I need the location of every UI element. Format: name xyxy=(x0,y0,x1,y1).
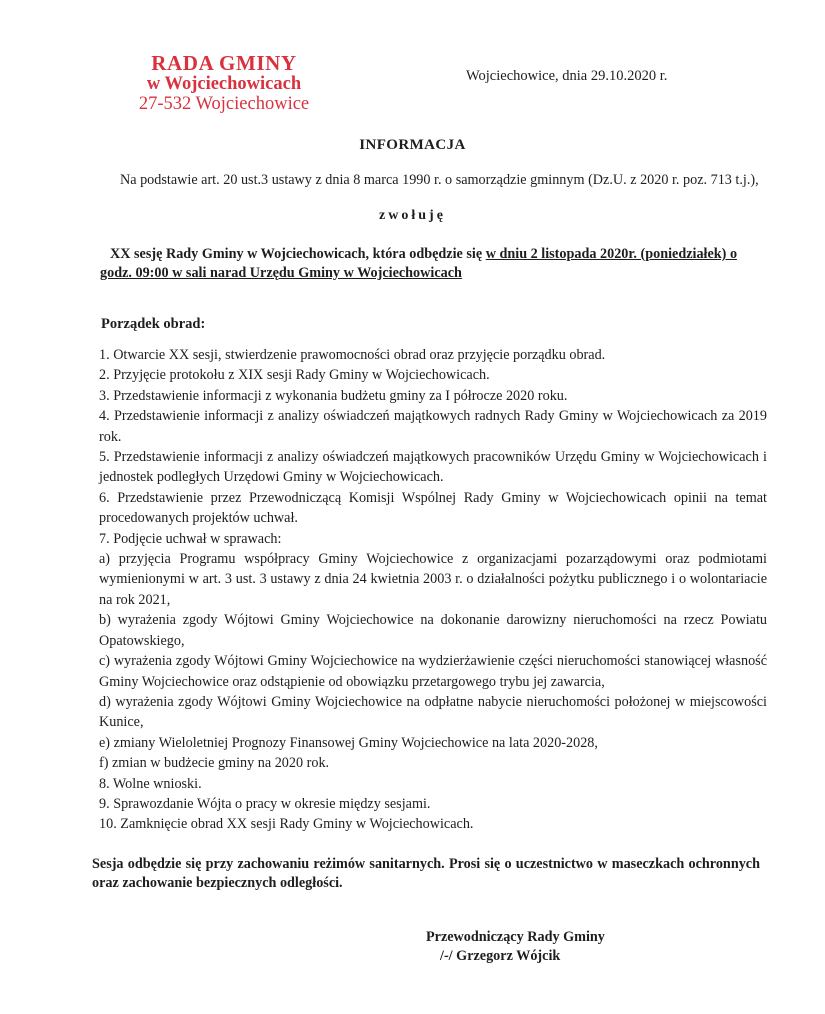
agenda-item: f) zmian w budżecie gminy na 2020 rok. xyxy=(99,755,330,772)
agenda-item: d) wyrażenia zgody Wójtowi Gminy Wojciechowice na odpłatne nabycie nieruchomości położonej w miejscowości Kunice, xyxy=(99,693,767,731)
agenda-item: 6. Przedstawienie przez Przewodniczącą Komisji Wspólnej Rady Gminy w Wojciechowicach opinii na temat procedowanych projektów uchwał. xyxy=(99,489,767,527)
place-and-date: Wojciechowice, dnia 29.10.2020 r. xyxy=(466,68,668,84)
stamp-line-3: 27-532 Wojciechowice xyxy=(138,93,310,114)
agenda-item: 4. Przedstawienie informacji z analizy oświadczeń majątkowych radnych Rady Gminy w Wojciechowicach za 2019 rok. xyxy=(99,408,767,445)
stamp-line-2: w Wojciechowicach xyxy=(146,73,302,94)
session-place: w sali narad Urzędu Gminy w Wojciechowicach xyxy=(168,265,462,281)
session-lead: XX sesję Rady Gminy w Wojciechowicach, która odbędzie się xyxy=(110,246,486,262)
agenda-item: 2. Przyjęcie protokołu z XIX sesji Rady Gminy w Wojciechowicach. xyxy=(99,367,490,384)
sanitary-notice: Sesja odbędzie się przy zachowaniu reżimów sanitarnych. Prosi się o uczestnictwo w maseczkach ochronnych oraz zachowanie bezpiecznych odległości. xyxy=(92,856,760,891)
stamp-line-1: RADA GMINY xyxy=(151,51,297,75)
agenda-item: 9. Sprawozdanie Wójta o pracy w okresie między sesjami. xyxy=(99,795,431,812)
signatory-name: /-/ Grzegorz Wójcik xyxy=(440,948,561,964)
convene-heading: zwołuję xyxy=(379,208,446,223)
agenda-item: 7. Podjęcie uchwał w sprawach: xyxy=(99,530,282,547)
document-title: INFORMACJA xyxy=(359,137,466,153)
agenda-item: 3. Przedstawienie informacji z wykonania budżetu gminy za I półrocze 2020 roku. xyxy=(99,387,568,404)
agenda-item: b) wyrażenia zgody Wójtowi Gminy Wojciechowice na dokonanie darowizny nieruchomości na rzecz Powiatu Opatowskiego, xyxy=(99,612,767,649)
legal-basis-paragraph: Na podstawie art. 20 ust.3 ustawy z dnia 8 marca 1990 r. o samorządzie gminnym (Dz.U. z 2020 r. poz. 713 t.j.), xyxy=(120,172,759,188)
agenda-heading: Porządek obrad: xyxy=(101,316,206,332)
agenda-item: a) przyjęcia Programu współpracy Gminy Wojciechowice z organizacjami pozarządowymi oraz podmiotami wymienionymi w art. 3 ust. 3 ustawy z dnia 24 kwietnia 2003 r. o działalności pożytku publicznego i o wolontariacie na rok 2021, xyxy=(99,551,767,608)
agenda-item: 10. Zamknięcie obrad XX sesji Rady Gminy w Wojciechowicach. xyxy=(99,816,474,833)
signatory-role: Przewodniczący Rady Gminy xyxy=(426,929,605,945)
agenda-list xyxy=(99,345,767,835)
agenda-item: 1. Otwarcie XX sesji, stwierdzenie prawomocności obrad oraz przyjęcie porządku obrad. xyxy=(99,347,606,363)
agenda-item: 5. Przedstawienie informacji z analizy oświadczeń majątkowych pracowników Urzędu Gminy w Wojciechowicach i jednostek podległych Urzędowi Gminy w Wojciechowicach. xyxy=(99,449,767,486)
session-announcement xyxy=(100,245,768,283)
agenda-item: c) wyrażenia zgody Wójtowi Gminy Wojciechowice na wydzierżawienie części nieruchomości stanowiącej własność Gminy Wojciechowice oraz odstąpienie od obowiązku przetargowego trybu jej zawarcia, xyxy=(99,653,767,690)
session-date: w dniu 2 listopada 2020r. (poniedziałek) o godz. 09:00 xyxy=(100,246,738,281)
agenda-item: e) zmiany Wieloletniej Prognozy Finansowej Gminy Wojciechowice na lata 2020-2028, xyxy=(99,734,598,751)
signature-block xyxy=(426,928,605,966)
agenda-item: 8. Wolne wnioski. xyxy=(99,775,202,792)
council-stamp xyxy=(110,52,338,115)
